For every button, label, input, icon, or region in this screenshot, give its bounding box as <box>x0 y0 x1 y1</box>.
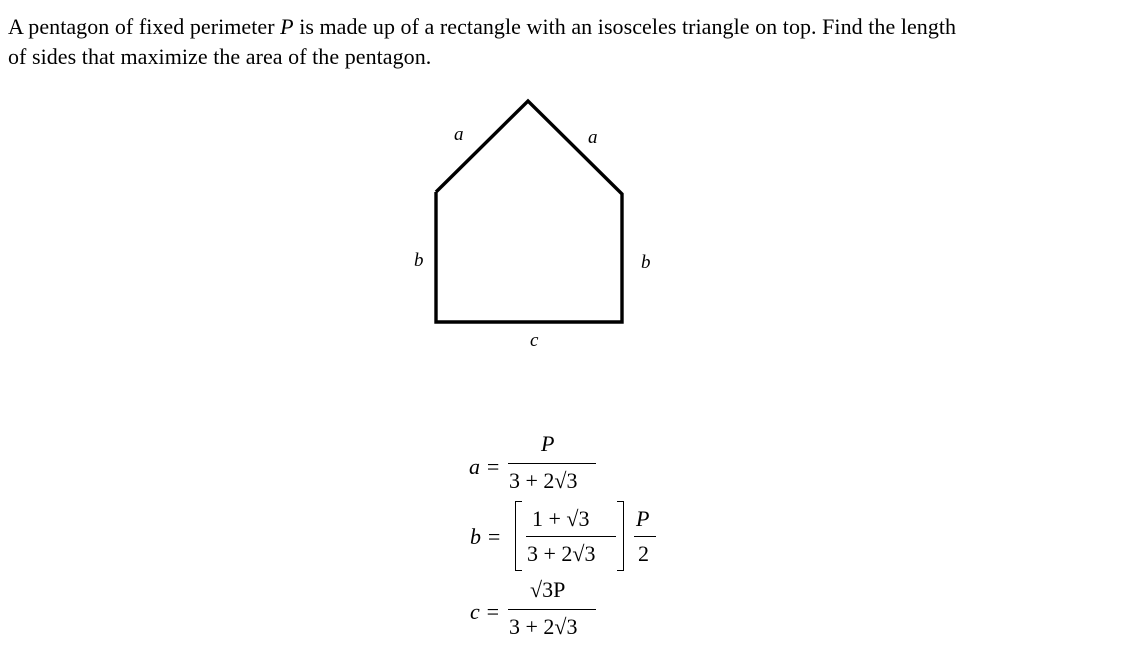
problem-text-line2: of sides that maximize the area of the pentagon. <box>8 44 432 69</box>
label-b-left: b <box>414 250 424 271</box>
problem-statement <box>8 12 1120 72</box>
left-bracket <box>515 501 522 571</box>
equation-c-fraction-bar <box>508 609 596 610</box>
equation-a-fraction-bar <box>508 463 596 464</box>
problem-text-line1-rest: is made up of a rectangle with an isosceles triangle on top. Find the length <box>293 14 957 39</box>
equation-b-inner-denominator: 3 + 2√3 <box>527 541 596 566</box>
equation-a-lhs: a = <box>469 454 501 479</box>
problem-text-start: A pentagon of fixed perimeter <box>8 14 281 39</box>
equation-b-outer-numerator: P <box>636 506 650 531</box>
equation-a-denominator: 3 + 2√3 <box>509 468 578 493</box>
label-a-left: a <box>454 124 464 145</box>
label-b-right: b <box>641 252 651 273</box>
equation-b-lhs: b = <box>470 524 502 549</box>
equation-b-inner-numerator: 1 + √3 <box>532 506 590 531</box>
equation-c-numerator: √3P <box>530 577 566 602</box>
label-c: c <box>530 330 539 351</box>
equation-b-outer-denominator: 2 <box>638 541 649 566</box>
right-bracket <box>617 501 624 571</box>
equation-c-lhs: c = <box>470 599 501 624</box>
label-a-right: a <box>588 127 598 148</box>
equation-c-denominator: 3 + 2√3 <box>509 614 578 639</box>
equation-b-inner-fraction-bar <box>526 536 616 537</box>
equation-a-numerator: P <box>541 431 555 456</box>
equation-b-outer-fraction-bar <box>634 536 656 537</box>
pentagon-shape <box>436 101 622 322</box>
perimeter-symbol: P <box>280 14 294 39</box>
